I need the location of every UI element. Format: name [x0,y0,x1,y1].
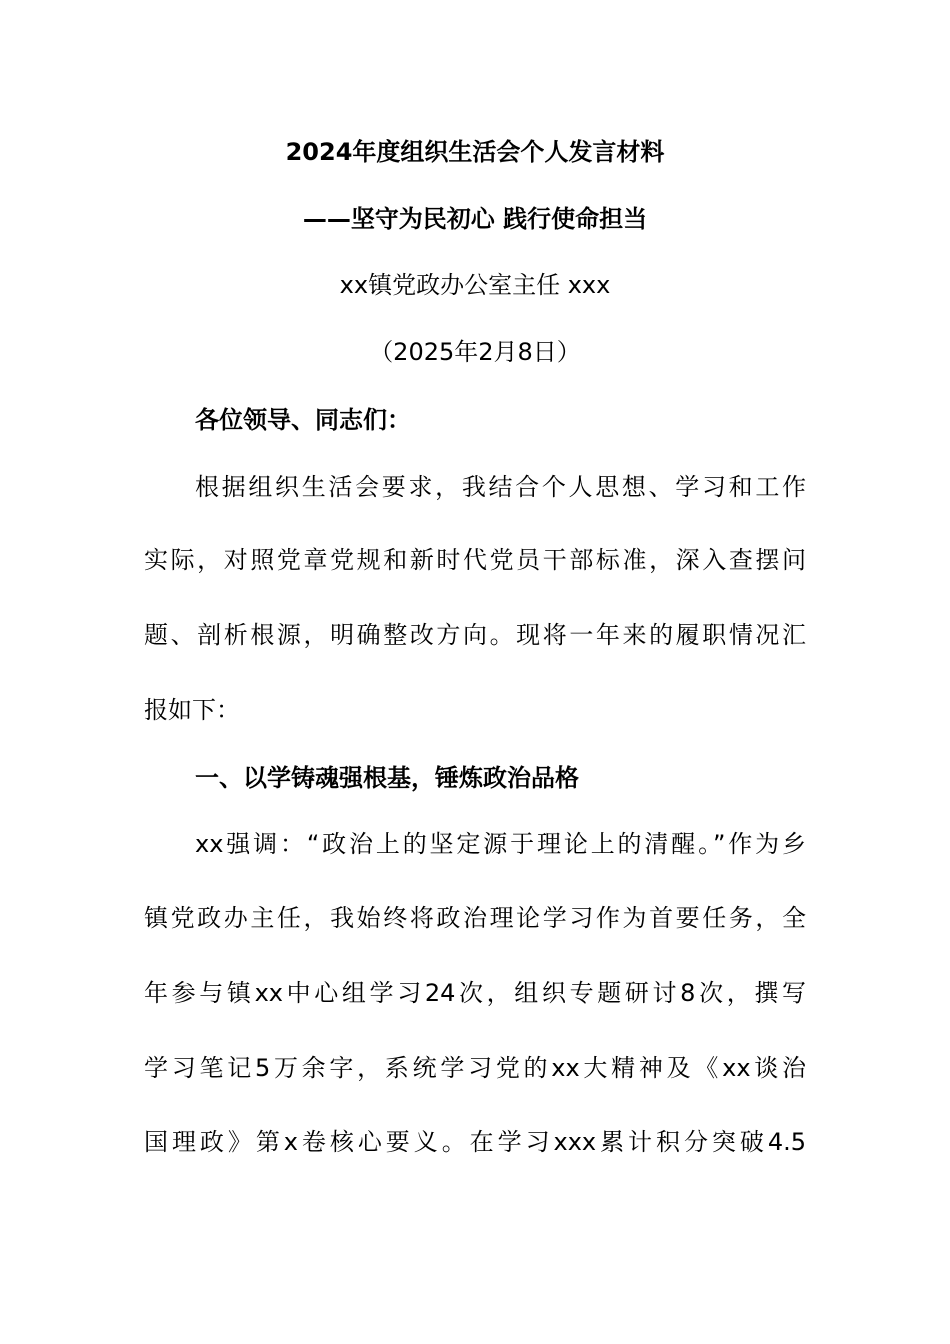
salutation: 各位领导、同志们： [195,406,411,434]
intro-line: 报如下： [144,696,240,724]
intro-line: 题、剖析根源，明确整改方向。现将一年来的履职情况汇 [144,621,806,649]
document-title: 2024年度组织生活会个人发言材料 [285,138,665,166]
document-author: xx镇党政办公室主任 xxx [339,271,611,299]
section-line: 国理政》第x卷核心要义。在学习xxx累计积分突破4.5 [144,1128,806,1156]
section-line: xx强调：“政治上的坚定源于理论上的清醒。”作为乡 [195,830,806,858]
document-date: （2025年2月8日） [369,338,581,366]
section-line: 镇党政办主任，我始终将政治理论学习作为首要任务，全 [144,904,806,932]
section-heading: 一、以学铸魂强根基，锤炼政治品格 [195,764,579,792]
section-line: 学习笔记5万余字，系统学习党的xx大精神及《xx谈治 [144,1054,806,1082]
section-line: 年参与镇xx中心组学习24次，组织专题研讨8次，撰写 [144,979,806,1007]
intro-line: 实际，对照党章党规和新时代党员干部标准，深入查摆问 [144,546,806,574]
document-subtitle: ——坚守为民初心 践行使命担当 [302,205,648,233]
intro-line: 根据组织生活会要求，我结合个人思想、学习和工作 [195,473,806,501]
